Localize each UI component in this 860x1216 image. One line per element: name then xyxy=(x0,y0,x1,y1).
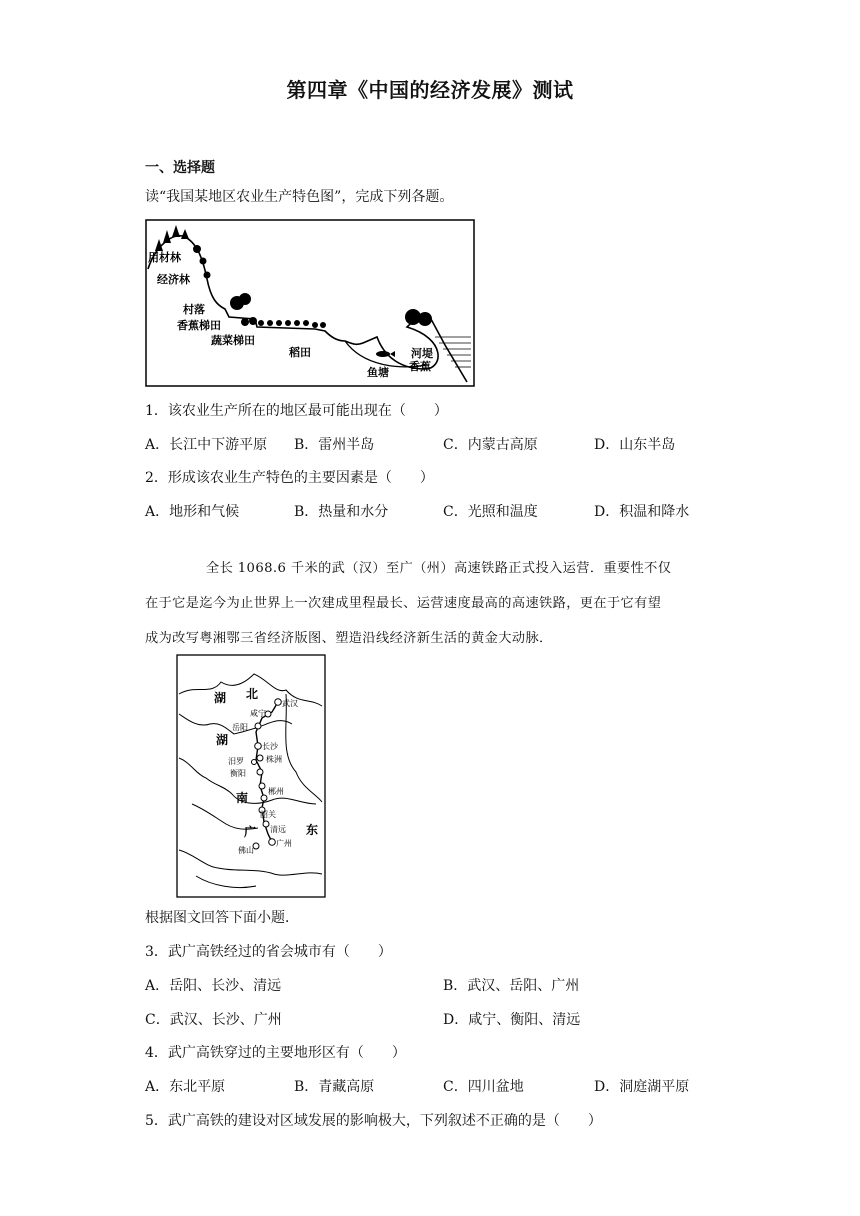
q4-option-d[interactable]: D．洞庭湖平原 xyxy=(594,1079,690,1095)
city-label: 咸宁 xyxy=(250,709,266,718)
province-label: 北 xyxy=(246,687,259,701)
city-label: 广州 xyxy=(276,839,292,848)
question-2: 2．形成该农业生产特色的主要因素是（ ） xyxy=(145,470,434,486)
city-label: 郴州 xyxy=(268,787,284,796)
city-label: 韶关 xyxy=(260,810,276,819)
label-banana-terrace: 香蕉梯田 xyxy=(177,319,221,332)
city-label: 长沙 xyxy=(262,742,278,751)
q1-option-a[interactable]: A．长江中下游平原 xyxy=(145,437,268,453)
city-label: 株洲 xyxy=(266,755,282,764)
q2-option-a[interactable]: A．地形和气候 xyxy=(145,504,240,520)
question-3: 3．武广高铁经过的省会城市有（ ） xyxy=(145,944,392,960)
q2-option-c[interactable]: C．光照和温度 xyxy=(443,504,538,520)
province-label: 南 xyxy=(236,791,249,805)
q1-option-b[interactable]: B．雷州半岛 xyxy=(294,437,375,453)
q1-option-d[interactable]: D．山东半岛 xyxy=(594,437,676,453)
q3-option-c[interactable]: C．武汉、长沙、广州 xyxy=(145,1012,282,1028)
passage-line-2: 在于它是迄今为止世界上一次建成里程最长、运营速度最高的高速铁路，更在于它有望 xyxy=(145,596,662,611)
province-label: 东 xyxy=(306,823,319,837)
label-paddy: 稻田 xyxy=(289,346,311,359)
label-economic-forest: 经济林 xyxy=(157,273,190,286)
label-levee: 河堤 xyxy=(411,347,433,360)
city-label: 岳阳 xyxy=(232,723,248,732)
page-title: 第四章《中国的经济发展》测试 xyxy=(286,78,574,102)
city-label: 佛山 xyxy=(238,846,254,855)
label-village: 村落 xyxy=(183,303,205,316)
q4-option-c[interactable]: C．四川盆地 xyxy=(443,1079,524,1095)
railway-map xyxy=(176,654,326,902)
q2-option-d[interactable]: D．积温和降水 xyxy=(594,504,690,520)
q3-option-b[interactable]: B．武汉、岳阳、广州 xyxy=(443,978,580,994)
question-5: 5．武广高铁的建设对区域发展的影响极大，下列叙述不正确的是（ ） xyxy=(145,1113,602,1129)
agriculture-diagram xyxy=(145,219,475,391)
label-banana: 香蕉 xyxy=(409,360,431,373)
label-fish-pond: 鱼塘 xyxy=(367,366,389,379)
city-label: 衡阳 xyxy=(230,769,246,778)
q4-option-b[interactable]: B．青藏高原 xyxy=(294,1079,375,1095)
q2-option-b[interactable]: B．热量和水分 xyxy=(294,504,389,520)
city-label: 汨罗 xyxy=(228,757,244,766)
passage-line-1: 全长 1068.6 千米的武（汉）至广（州）高速铁路正式投入运营．重要性不仅 xyxy=(206,561,672,576)
intro-text: 读“我国某地区农业生产特色图”，完成下列各题。 xyxy=(145,189,454,205)
province-label: 湖 xyxy=(214,691,227,705)
question-1: 1．该农业生产所在的地区最可能出现在（ ） xyxy=(145,403,448,419)
q3-option-d[interactable]: D．咸宁、衡阳、清远 xyxy=(443,1012,581,1028)
section-heading: 一、选择题 xyxy=(145,160,215,176)
city-label: 清远 xyxy=(270,825,286,834)
province-label: 湖 xyxy=(216,733,229,747)
intro-text-2: 根据图文回答下面小题． xyxy=(145,910,299,926)
q1-option-c[interactable]: C．内蒙古高原 xyxy=(443,437,538,453)
q3-option-a[interactable]: A．岳阳、长沙、清远 xyxy=(145,978,282,994)
label-vegetable-terrace: 蔬菜梯田 xyxy=(211,334,255,347)
passage-line-3: 成为改写粤湘鄂三省经济版图、塑造沿线经济新生活的黄金大动脉． xyxy=(145,631,553,646)
province-label: 广 xyxy=(244,825,257,839)
question-4: 4．武广高铁穿过的主要地形区有（ ） xyxy=(145,1045,406,1061)
q4-option-a[interactable]: A．东北平原 xyxy=(145,1079,226,1095)
label-timber-forest: 用材林 xyxy=(148,251,181,264)
city-label: 武汉 xyxy=(282,699,298,708)
